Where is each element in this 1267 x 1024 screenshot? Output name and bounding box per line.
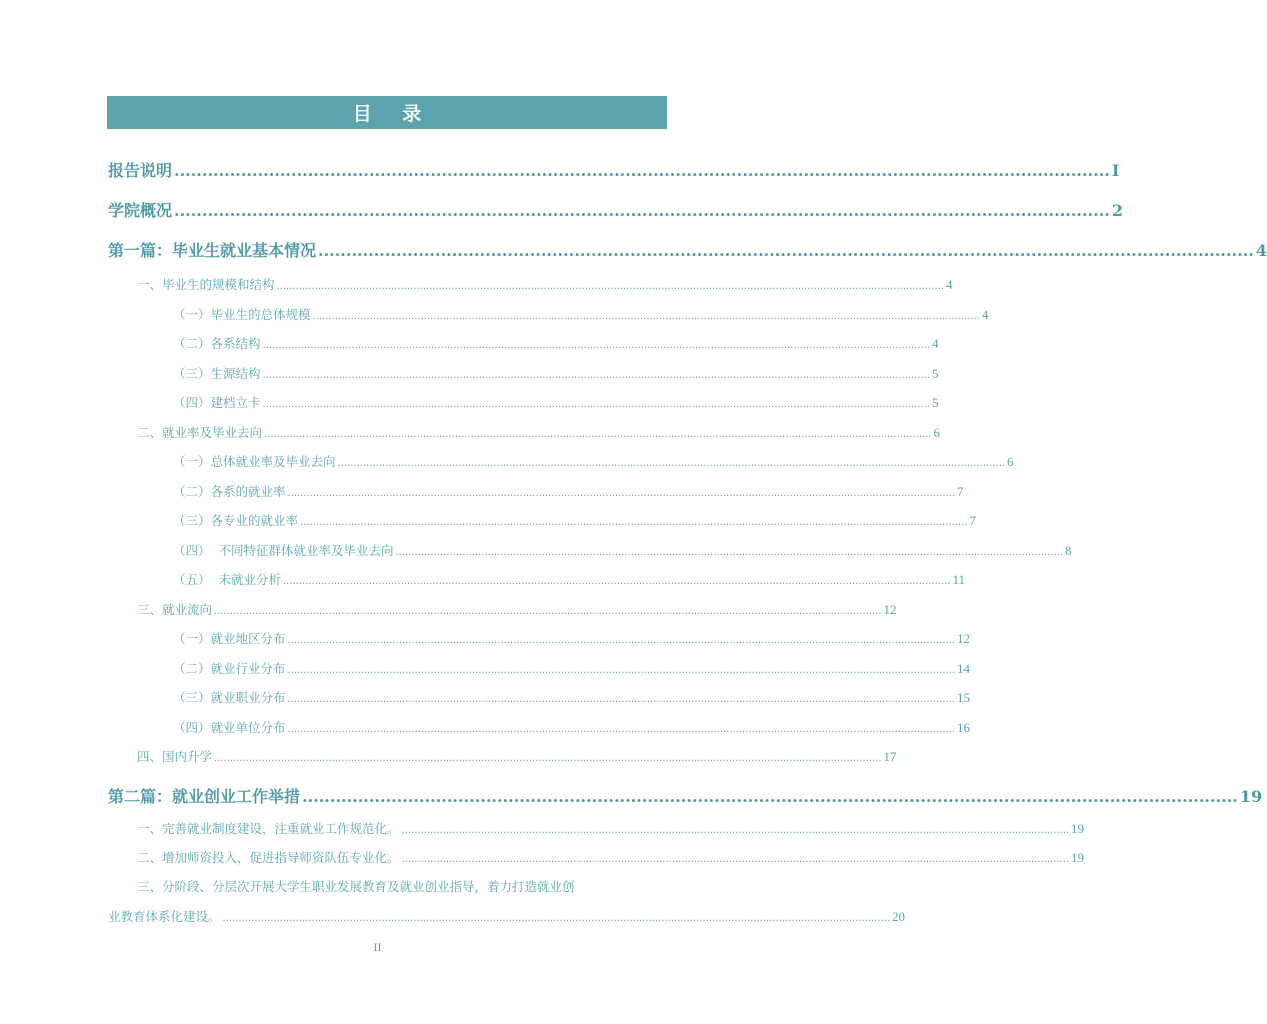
leader-dots: ..................................................................................................................................................................................................................: [337, 458, 1006, 469]
toc-entry-page: 7: [969, 513, 977, 528]
toc-entry-section-1[interactable]: [137, 275, 953, 293]
page-number-footer: II: [373, 940, 382, 954]
toc-entry-label: 学院概况: [108, 201, 173, 220]
toc-entry-part-two[interactable]: [108, 784, 1263, 807]
toc-entry-subsection[interactable]: [173, 570, 966, 588]
toc-entry-page: 15: [957, 690, 971, 705]
toc-entry-label: （二）各系的就业率: [173, 484, 286, 499]
toc-entry-subsection[interactable]: [173, 541, 1072, 559]
toc-entry-page: 20: [892, 909, 906, 924]
toc-entry-label: （四）建档立卡: [173, 395, 261, 410]
leader-dots: ........................................................................................................................................................................: [174, 161, 1110, 180]
toc-entry-page: 6: [933, 425, 941, 440]
toc-entry-label: （三）就业职业分布: [173, 690, 286, 705]
toc-entry-page: 4: [932, 336, 939, 351]
toc-entry-page: 14: [957, 661, 971, 676]
leader-dots: ........................................................................................................................................................................: [302, 787, 1238, 806]
toc-entry-college-overview[interactable]: [108, 198, 1123, 221]
leader-dots: ..................................................................................................................................................................................................................: [395, 547, 1063, 558]
toc-entry-subsection[interactable]: [173, 334, 939, 352]
leader-dots: ..................................................................................................................................................................................................................: [262, 370, 931, 381]
toc-entry-subsection[interactable]: [173, 659, 971, 677]
toc-entry-label: 一、毕业生的规模和结构: [137, 277, 275, 292]
toc-entry-label: 第二篇：就业创业工作举措: [108, 787, 301, 806]
leader-dots: ..................................................................................................................................................................................................................: [312, 311, 981, 322]
toc-entry-page: 7: [957, 484, 964, 499]
toc-entry-measure-3-line-1[interactable]: 三、分阶段、分层次开展大学生职业发展教育及就业创业指导，着力打造就业创: [137, 879, 575, 894]
toc-entry-label: （一）毕业生的总体规模: [173, 307, 311, 322]
toc-entry-page: 16: [957, 720, 971, 735]
leader-dots: ........................................................................................................................................................................: [318, 241, 1254, 260]
toc-entry-label: （三）各专业的就业率: [173, 513, 299, 528]
toc-entry-subsection[interactable]: [173, 364, 939, 382]
toc-entry-page: 12: [957, 631, 971, 646]
toc-entry-section-4[interactable]: [137, 747, 897, 765]
leader-dots: ..................................................................................................................................................................................................................: [287, 635, 956, 646]
toc-entry-section-3[interactable]: [137, 600, 897, 618]
toc-entry-measure-3-line-2[interactable]: [108, 907, 906, 925]
toc-entry-label: （一）就业地区分布: [173, 631, 286, 646]
toc-entry-label: （四） 不同特征群体就业率及毕业去向: [173, 543, 394, 558]
toc-entry-page: 19: [1071, 821, 1085, 836]
toc-entry-page: 4: [946, 277, 953, 292]
toc-entry-page: 19: [1239, 787, 1263, 806]
toc-entry-measure-1[interactable]: [137, 819, 1085, 837]
toc-entry-page: I: [1111, 161, 1120, 180]
toc-entry-label: （二）各系结构: [173, 336, 261, 351]
leader-dots: ..................................................................................................................................................................................................................: [264, 429, 932, 440]
toc-title-bar: [107, 96, 667, 129]
toc-entry-page: 19: [1071, 850, 1085, 865]
toc-entry-page: 2: [1111, 201, 1123, 220]
toc-entry-page: 6: [1007, 454, 1014, 469]
toc-entry-label: 四、国内升学: [137, 749, 213, 764]
toc-entry-label: 二、就业率及毕业去向: [137, 425, 263, 440]
leader-dots: ..................................................................................................................................................................................................................: [401, 825, 1070, 836]
toc-entry-subsection[interactable]: [173, 718, 971, 736]
leader-dots: ........................................................................................................................................................................: [174, 201, 1110, 220]
toc-entry-report-notes[interactable]: [108, 158, 1120, 181]
toc-entry-label: 三、就业流向: [137, 602, 213, 617]
leader-dots: ..................................................................................................................................................................................................................: [214, 606, 882, 617]
toc-entry-page: 5: [932, 395, 939, 410]
toc-entry-label: 第一篇：毕业生就业基本情况: [108, 241, 317, 260]
toc-entry-measure-2[interactable]: [137, 848, 1085, 866]
leader-dots: ..................................................................................................................................................................................................................: [262, 340, 931, 351]
leader-dots: ..................................................................................................................................................................................................................: [300, 517, 968, 528]
toc-entry-label: 二、增加师资投入，促进指导师资队伍专业化。: [137, 850, 400, 865]
leader-dots: ..................................................................................................................................................................................................................: [214, 753, 882, 764]
toc-entry-subsection[interactable]: [173, 629, 971, 647]
toc-entry-page: 8: [1064, 543, 1072, 558]
leader-dots: ..................................................................................................................................................................................................................: [276, 281, 945, 292]
toc-entry-label: 报告说明: [108, 161, 173, 180]
toc-entry-part-one[interactable]: [108, 238, 1267, 261]
toc-entry-label: （二）就业行业分布: [173, 661, 286, 676]
leader-dots: ..................................................................................................................................................................................................................: [262, 399, 931, 410]
toc-entry-page: 17: [883, 749, 897, 764]
toc-entry-subsection[interactable]: [173, 482, 964, 500]
leader-dots: ..................................................................................................................................................................................................................: [287, 665, 956, 676]
toc-entry-subsection[interactable]: [173, 393, 939, 411]
toc-entry-label: 一、完善就业制度建设，注重就业工作规范化。: [137, 821, 400, 836]
toc-entry-label: 业教育体系化建设。: [108, 909, 221, 924]
toc-entry-subsection[interactable]: [173, 305, 989, 323]
toc-entry-page: 12: [883, 602, 897, 617]
toc-entry-page: 4: [982, 307, 989, 322]
toc-entry-label: （四）就业单位分布: [173, 720, 286, 735]
leader-dots: ..................................................................................................................................................................................................................: [222, 913, 891, 924]
toc-title: 目 录: [352, 103, 434, 125]
toc-entry-label: （五） 未就业分析: [173, 572, 281, 587]
leader-dots: ..................................................................................................................................................................................................................: [287, 488, 956, 499]
leader-dots: ..................................................................................................................................................................................................................: [282, 576, 951, 587]
toc-entry-subsection[interactable]: [173, 688, 971, 706]
toc-entry-page: 5: [932, 366, 939, 381]
toc-entry-page: 11: [952, 572, 966, 587]
leader-dots: ..................................................................................................................................................................................................................: [287, 694, 956, 705]
leader-dots: ..................................................................................................................................................................................................................: [287, 724, 956, 735]
toc-entry-label: （一）总体就业率及毕业去向: [173, 454, 336, 469]
toc-entry-label: （三）生源结构: [173, 366, 261, 381]
toc-entry-subsection[interactable]: [173, 452, 1014, 470]
toc-entry-section-2[interactable]: [137, 423, 941, 441]
toc-entry-page: 4: [1255, 241, 1267, 260]
toc-entry-subsection[interactable]: [173, 511, 977, 529]
leader-dots: ..................................................................................................................................................................................................................: [401, 854, 1070, 865]
